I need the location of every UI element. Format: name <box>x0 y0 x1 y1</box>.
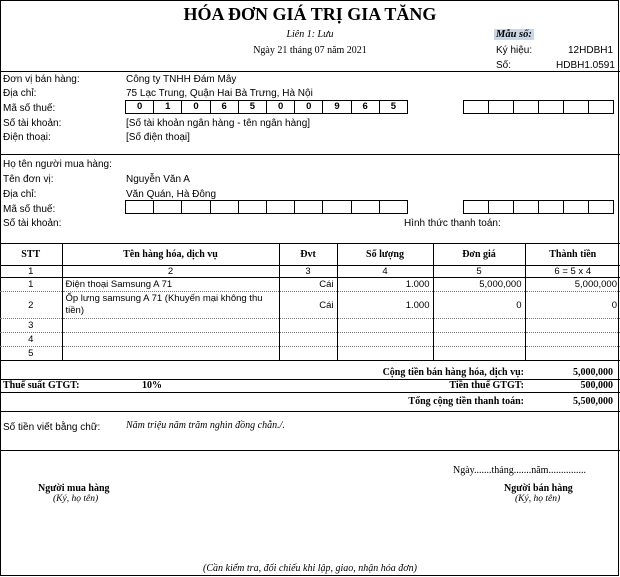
row-amount <box>525 333 620 347</box>
row-stt: 2 <box>0 292 62 319</box>
seller-account-label: Số tài khoản: <box>3 118 62 129</box>
col-header-amount: Thành tiền <box>525 244 620 266</box>
tax-branch-box <box>538 100 564 114</box>
col-header-price: Đơn giá <box>433 244 525 266</box>
invoice-date: Ngày 21 tháng 07 năm 2021 <box>253 45 367 56</box>
seller-name-label: Đơn vị bán hàng: <box>3 74 80 85</box>
tax-digit-box: 6 <box>210 100 239 114</box>
tax-digit-box: 0 <box>266 100 295 114</box>
divider <box>0 154 620 155</box>
row-name: Điện thoại Samsung A 71 <box>62 278 279 292</box>
items-table <box>0 243 620 361</box>
payment-label: Hình thức thanh toán: <box>404 218 501 229</box>
tax-branch-box <box>488 100 514 114</box>
row-amount <box>525 319 620 333</box>
row-qty: 1.000 <box>337 292 433 319</box>
symbol-label: Ký hiệu: <box>496 45 533 56</box>
invoice-title: HÓA ĐƠN GIÁ TRỊ GIA TĂNG <box>183 4 437 24</box>
col-number: 6 = 5 x 4 <box>525 266 620 278</box>
row-price <box>433 319 525 333</box>
tax-branch-box <box>513 200 539 214</box>
row-amount: 5,000,000 <box>525 278 620 292</box>
tax-digit-box <box>351 200 380 214</box>
seller-phone: [Số điện thoại] <box>126 132 190 143</box>
tax-branch-box <box>488 200 514 214</box>
table-row <box>0 292 620 319</box>
tax-branch-box <box>563 200 589 214</box>
col-number: 2 <box>62 266 279 278</box>
buyer-unit-label: Tên đơn vị: <box>3 174 54 185</box>
number-label: Số: <box>496 60 512 71</box>
tax-digit-box: 5 <box>238 100 267 114</box>
row-price <box>433 333 525 347</box>
seller-address-label: Địa chỉ: <box>3 88 37 99</box>
tax-branch-box <box>588 100 614 114</box>
tax-digit-box: 9 <box>322 100 351 114</box>
table-header-row <box>0 244 620 266</box>
tax-digit-box <box>181 200 210 214</box>
table-row <box>0 347 620 361</box>
buyer-label: Họ tên người mua hàng: <box>3 159 112 170</box>
seller-signature-note: (Ký, họ tên) <box>515 494 561 504</box>
tax-digit-box <box>125 200 154 214</box>
form-label: Mẫu số: <box>496 29 532 40</box>
row-qty <box>337 347 433 361</box>
seller-address: 75 Lạc Trung, Quận Hai Bà Trưng, Hà Nội <box>126 88 313 99</box>
buyer-unit: Nguyễn Văn A <box>126 174 190 185</box>
symbol-value: 12HDBH1 <box>568 45 614 56</box>
buyer-address: Văn Quán, Hà Đông <box>126 189 217 200</box>
tax-branch-box <box>538 200 564 214</box>
tax-digit-box: 6 <box>351 100 380 114</box>
tax-digit-box: 5 <box>379 100 408 114</box>
row-stt: 5 <box>0 347 62 361</box>
row-qty <box>337 319 433 333</box>
seller-tax-label: Mã số thuế: <box>3 103 56 114</box>
row-stt: 1 <box>0 278 62 292</box>
row-unit <box>279 333 337 347</box>
tax-digit-box <box>266 200 295 214</box>
tax-digit-box: 1 <box>153 100 182 114</box>
row-amount <box>525 347 620 361</box>
row-name <box>62 319 279 333</box>
tax-digit-box: 0 <box>125 100 154 114</box>
buyer-signature-title: Người mua hàng <box>38 483 110 494</box>
row-qty <box>337 333 433 347</box>
col-number: 4 <box>337 266 433 278</box>
row-name: Ốp lưng samsung A 71 (Khuyến mại không thu tiền) <box>62 292 279 319</box>
vat-value: 500,000 <box>580 380 613 391</box>
divider <box>0 71 620 72</box>
buyer-address-label: Địa chỉ: <box>3 189 37 200</box>
row-unit <box>279 319 337 333</box>
number-value: HDBH1.0591 <box>556 60 615 71</box>
vat-rate-label: Thuế suất GTGT: <box>3 380 80 391</box>
footer-note: (Cần kiểm tra, đối chiếu khi lập, giao, nhận hóa đơn) <box>203 563 417 574</box>
col-header-unit: Đvt <box>279 244 337 266</box>
divider <box>0 450 620 451</box>
subtotal-label: Cộng tiền bán hàng hóa, dịch vụ: <box>382 367 524 378</box>
total-label: Tổng cộng tiền thanh toán: <box>408 396 524 407</box>
copy-label: Liên 1: Lưu <box>286 29 334 40</box>
col-header-stt: STT <box>0 244 62 266</box>
row-unit: Cái <box>279 292 337 319</box>
seller-signature-title: Người bán hàng <box>504 483 573 494</box>
tax-branch-box <box>463 100 489 114</box>
row-unit: Cái <box>279 278 337 292</box>
tax-digit-box <box>210 200 239 214</box>
tax-digit-box <box>322 200 351 214</box>
total-value: 5,500,000 <box>573 396 613 407</box>
col-number: 3 <box>279 266 337 278</box>
row-price: 0 <box>433 292 525 319</box>
tax-branch-box <box>563 100 589 114</box>
divider <box>0 392 620 393</box>
tax-digit-box <box>379 200 408 214</box>
row-stt: 3 <box>0 319 62 333</box>
column-numbering-row <box>0 266 620 278</box>
row-name <box>62 333 279 347</box>
row-price: 5,000,000 <box>433 278 525 292</box>
divider <box>0 379 620 380</box>
col-number: 5 <box>433 266 525 278</box>
row-qty: 1.000 <box>337 278 433 292</box>
table-row <box>0 333 620 347</box>
tax-branch-box <box>588 200 614 214</box>
subtotal-value: 5,000,000 <box>573 367 613 378</box>
tax-branch-box <box>463 200 489 214</box>
row-name <box>62 347 279 361</box>
signature-date: Ngày.......tháng.......năm............... <box>453 465 586 476</box>
buyer-account-label: Số tài khoản: <box>3 218 62 229</box>
tax-digit-box: 0 <box>294 100 323 114</box>
seller-account: [Số tài khoản ngân hàng - tên ngân hàng] <box>126 118 311 129</box>
buyer-tax-label: Mã số thuế: <box>3 204 56 215</box>
words-label: Số tiền viết bằng chữ: <box>3 422 101 433</box>
tax-digit-box <box>153 200 182 214</box>
table-row <box>0 278 620 292</box>
row-unit <box>279 347 337 361</box>
col-header-name: Tên hàng hóa, dịch vụ <box>62 244 279 266</box>
tax-digit-box <box>294 200 323 214</box>
row-stt: 4 <box>0 333 62 347</box>
col-number: 1 <box>0 266 62 278</box>
tax-branch-box <box>513 100 539 114</box>
words-value: Năm triệu năm trăm nghìn đồng chẵn./. <box>126 420 285 431</box>
tax-digit-box: 0 <box>181 100 210 114</box>
vat-label: Tiền thuế GTGT: <box>449 380 524 391</box>
row-price <box>433 347 525 361</box>
buyer-signature-note: (Ký, họ tên) <box>53 494 99 504</box>
row-amount: 0 <box>525 292 620 319</box>
vat-rate-value: 10% <box>142 380 162 391</box>
table-row <box>0 319 620 333</box>
seller-phone-label: Điện thoại: <box>3 132 51 143</box>
divider <box>0 411 620 412</box>
seller-name: Công ty TNHH Đám Mây <box>126 74 237 85</box>
tax-digit-box <box>238 200 267 214</box>
col-header-qty: Số lượng <box>337 244 433 266</box>
